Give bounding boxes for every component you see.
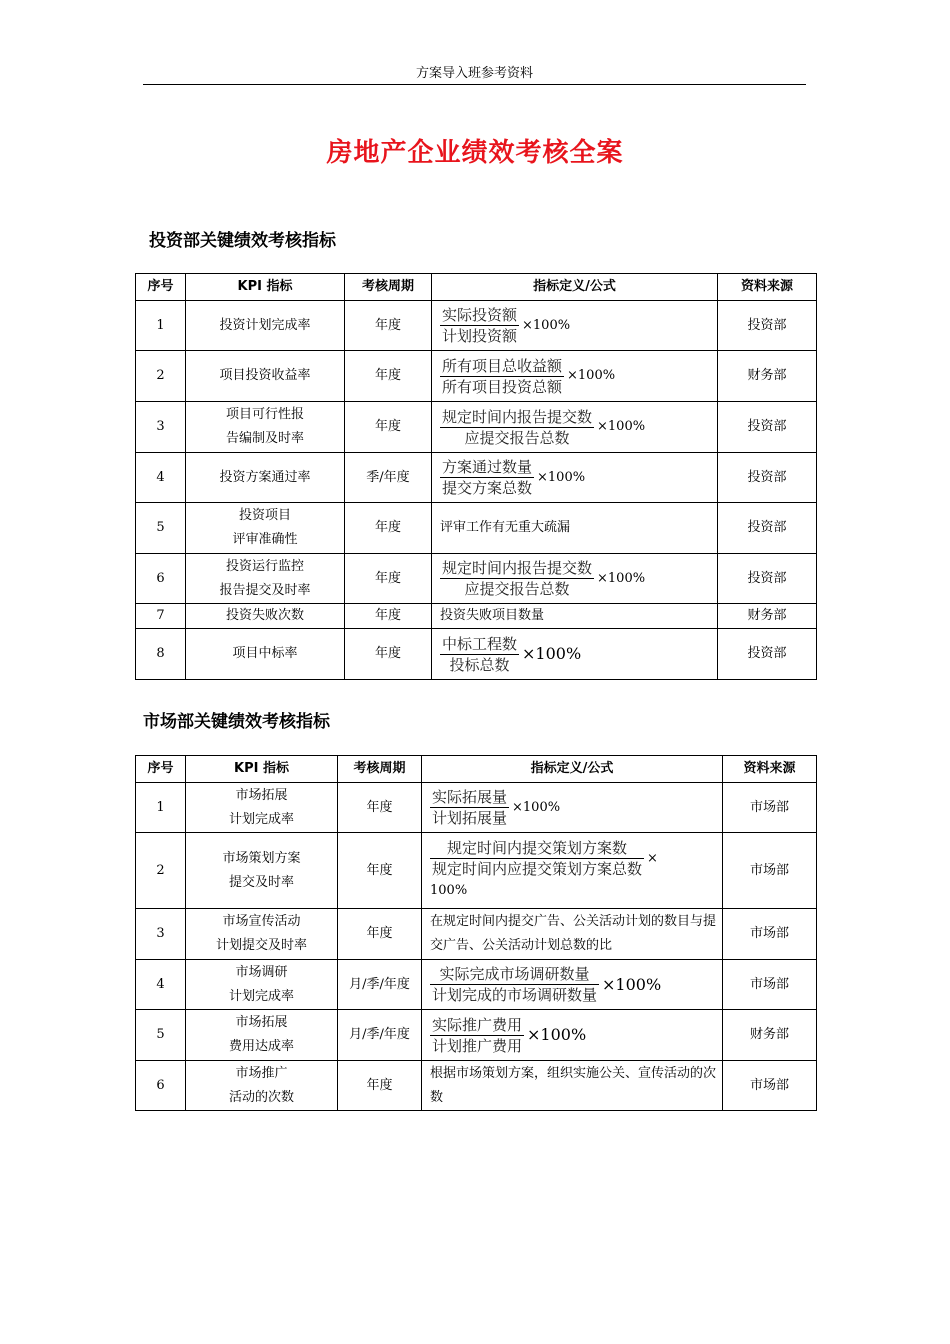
kpi-name bbox=[186, 503, 345, 554]
definition-formula bbox=[432, 554, 718, 604]
formula-numerator: 实际完成市场调研数量 bbox=[430, 964, 599, 985]
formula-numerator: 实际投资额 bbox=[442, 306, 518, 324]
kpi-name bbox=[186, 402, 345, 453]
kpi-name-line: 市场策划方案 bbox=[222, 850, 301, 866]
kpi-name bbox=[186, 1061, 338, 1111]
formula-numerator: 实际拓展量 bbox=[432, 788, 508, 806]
col-definition: 指标定义/公式 bbox=[422, 756, 723, 783]
formula-denominator: 规定时间内应提交策划方案总数 bbox=[432, 860, 643, 878]
fraction bbox=[440, 457, 534, 498]
definition-text: 在规定时间内提交广告、公关活动计划的数目与提交广告、公关活动计划总数的比 bbox=[430, 914, 717, 953]
kpi-name-line: 市场拓展 bbox=[235, 1015, 288, 1030]
fraction bbox=[440, 305, 519, 346]
definition-formula bbox=[422, 960, 723, 1010]
kpi-name-line: 计划提交及时率 bbox=[215, 938, 307, 953]
review-period: 年度 bbox=[345, 503, 432, 554]
table-header-row bbox=[136, 756, 817, 783]
row-number: 1 bbox=[136, 301, 186, 351]
review-period: 年度 bbox=[345, 351, 432, 402]
definition-formula bbox=[422, 1010, 723, 1061]
kpi-name bbox=[186, 629, 345, 680]
kpi-name bbox=[186, 453, 345, 503]
data-source: 投资部 bbox=[718, 629, 817, 680]
col-definition: 指标定义/公式 bbox=[432, 274, 718, 301]
formula-numerator: 实际推广费用 bbox=[432, 1015, 523, 1034]
col-source: 资料来源 bbox=[718, 274, 817, 301]
col-source: 资料来源 bbox=[723, 756, 817, 783]
table-row bbox=[136, 503, 817, 554]
row-number: 2 bbox=[136, 833, 186, 909]
fraction bbox=[430, 787, 509, 828]
fraction bbox=[440, 634, 519, 675]
formula-numerator: 所有项目总收益额 bbox=[442, 356, 563, 375]
kpi-name-line: 计划完成率 bbox=[228, 988, 294, 1004]
col-period: 考核周期 bbox=[338, 756, 422, 783]
formula-numerator: 规定时间内报告提交数 bbox=[442, 407, 593, 426]
kpi-name-line: 市场拓展 bbox=[235, 787, 288, 803]
formula-multiplier: ×100% bbox=[527, 1025, 587, 1044]
review-period: 月/季/年度 bbox=[338, 960, 422, 1010]
row-number: 5 bbox=[136, 1010, 186, 1061]
kpi-name bbox=[186, 301, 345, 351]
col-no: 序号 bbox=[136, 756, 186, 783]
review-period: 年度 bbox=[345, 629, 432, 680]
formula-numerator: 规定时间内报告提交数 bbox=[442, 559, 593, 577]
formula-denominator: 应提交报告总数 bbox=[464, 580, 570, 598]
row-number: 3 bbox=[136, 402, 186, 453]
review-period: 年度 bbox=[345, 402, 432, 453]
definition-formula bbox=[432, 629, 718, 680]
formula-denominator: 计划推广费用 bbox=[432, 1036, 523, 1055]
formula-multiplier: ×100% bbox=[537, 469, 586, 485]
investment-kpi-table bbox=[135, 273, 817, 680]
kpi-name-line: 投资失败次数 bbox=[225, 608, 304, 623]
formula bbox=[440, 305, 713, 346]
kpi-name-line: 计划完成率 bbox=[228, 811, 294, 827]
kpi-name-line: 报告提交及时率 bbox=[219, 582, 311, 598]
kpi-name-line: 投资计划完成率 bbox=[219, 317, 311, 333]
marketing-kpi-table bbox=[135, 755, 817, 1111]
table-row bbox=[136, 402, 817, 453]
formula-numerator: 规定时间内提交策划方案数 bbox=[430, 838, 644, 859]
kpi-name bbox=[186, 1010, 338, 1061]
row-number: 3 bbox=[136, 909, 186, 960]
data-source: 投资部 bbox=[718, 453, 817, 503]
row-number: 7 bbox=[136, 604, 186, 629]
kpi-name bbox=[186, 833, 338, 909]
data-source: 市场部 bbox=[723, 1061, 817, 1111]
formula-numerator: 方案通过数量 bbox=[442, 458, 533, 476]
fraction bbox=[430, 1015, 524, 1056]
data-source: 市场部 bbox=[723, 909, 817, 960]
table-header-row bbox=[136, 274, 817, 301]
kpi-name bbox=[186, 783, 338, 833]
row-number: 1 bbox=[136, 783, 186, 833]
data-source: 市场部 bbox=[723, 833, 817, 909]
formula bbox=[440, 558, 713, 599]
table-row bbox=[136, 301, 817, 351]
row-number: 6 bbox=[136, 1061, 186, 1111]
formula-multiplier: × bbox=[647, 850, 658, 866]
review-period: 年度 bbox=[338, 783, 422, 833]
row-number: 4 bbox=[136, 453, 186, 503]
formula-multiplier: ×100% bbox=[522, 317, 571, 333]
table-row bbox=[136, 351, 817, 402]
data-source: 财务部 bbox=[723, 1010, 817, 1061]
kpi-name-line: 项目可行性报 bbox=[225, 407, 304, 422]
definition-formula bbox=[422, 833, 723, 909]
section-title-investment: 投资部关键绩效考核指标 bbox=[149, 231, 336, 251]
review-period: 年度 bbox=[338, 1061, 422, 1111]
definition-text: 根据市场策划方案，组织实施公关、宣传活动的次数 bbox=[430, 1065, 717, 1105]
page-header: 方案导入班参考资料 bbox=[143, 64, 806, 85]
kpi-name-line: 市场调研 bbox=[235, 964, 288, 980]
data-source: 投资部 bbox=[718, 301, 817, 351]
kpi-name-line: 市场宣传活动 bbox=[222, 914, 301, 929]
formula bbox=[430, 838, 718, 879]
data-source: 财务部 bbox=[718, 604, 817, 629]
data-source: 投资部 bbox=[718, 402, 817, 453]
review-period: 年度 bbox=[345, 554, 432, 604]
formula bbox=[440, 407, 713, 448]
review-period: 月/季/年度 bbox=[338, 1010, 422, 1061]
col-period: 考核周期 bbox=[345, 274, 432, 301]
kpi-name-line: 项目中标率 bbox=[232, 646, 298, 661]
formula-denominator: 应提交报告总数 bbox=[464, 428, 570, 447]
kpi-name-line: 投资项目 bbox=[238, 508, 291, 523]
kpi-name-line: 投资运行监控 bbox=[225, 558, 304, 574]
definition-formula bbox=[432, 351, 718, 402]
data-source: 财务部 bbox=[718, 351, 817, 402]
kpi-name-line: 评审准确性 bbox=[232, 532, 298, 547]
row-number: 4 bbox=[136, 960, 186, 1010]
fraction bbox=[440, 558, 594, 599]
review-period: 年度 bbox=[338, 909, 422, 960]
formula-denominator: 计划拓展量 bbox=[432, 809, 508, 827]
kpi-name-line: 活动的次数 bbox=[228, 1089, 294, 1105]
definition-formula bbox=[432, 402, 718, 453]
kpi-name-line: 项目投资收益率 bbox=[219, 368, 311, 383]
definition-formula bbox=[432, 604, 718, 629]
formula-denominator: 投标总数 bbox=[449, 655, 510, 674]
definition-text: 评审工作有无重大疏漏 bbox=[440, 520, 571, 535]
fraction bbox=[440, 407, 594, 448]
formula bbox=[440, 356, 713, 397]
table-row bbox=[136, 833, 817, 909]
formula-numerator: 中标工程数 bbox=[442, 634, 518, 653]
table-row bbox=[136, 1010, 817, 1061]
fraction bbox=[430, 964, 599, 1005]
kpi-name-line: 投资方案通过率 bbox=[219, 469, 311, 485]
col-kpi: KPI 指标 bbox=[186, 274, 345, 301]
table-row bbox=[136, 909, 817, 960]
review-period: 季/年度 bbox=[345, 453, 432, 503]
definition-formula bbox=[422, 1061, 723, 1111]
data-source: 投资部 bbox=[718, 554, 817, 604]
formula-multiplier: ×100% bbox=[567, 368, 616, 383]
kpi-name bbox=[186, 909, 338, 960]
document-title: 房地产企业绩效考核全案 bbox=[326, 138, 624, 168]
formula bbox=[430, 787, 718, 828]
col-no: 序号 bbox=[136, 274, 186, 301]
data-source: 市场部 bbox=[723, 783, 817, 833]
formula-denominator: 计划投资额 bbox=[442, 327, 518, 345]
formula-multiplier: ×100% bbox=[597, 419, 646, 434]
kpi-name bbox=[186, 351, 345, 402]
formula-multiplier: ×100% bbox=[512, 799, 561, 815]
formula-multiplier: ×100% bbox=[522, 644, 582, 663]
definition-formula bbox=[422, 909, 723, 960]
kpi-name bbox=[186, 604, 345, 629]
formula-multiplier: ×100% bbox=[597, 570, 646, 586]
definition-formula bbox=[432, 503, 718, 554]
formula-denominator: 所有项目投资总额 bbox=[442, 377, 563, 396]
formula bbox=[430, 1015, 718, 1056]
section-title-marketing: 市场部关键绩效考核指标 bbox=[143, 712, 330, 732]
data-source: 市场部 bbox=[723, 960, 817, 1010]
definition-formula bbox=[432, 301, 718, 351]
table-row bbox=[136, 604, 817, 629]
table-row bbox=[136, 453, 817, 503]
table-row bbox=[136, 629, 817, 680]
table-row bbox=[136, 1061, 817, 1111]
fraction bbox=[430, 838, 644, 879]
data-source: 投资部 bbox=[718, 503, 817, 554]
col-kpi: KPI 指标 bbox=[186, 756, 338, 783]
table-row bbox=[136, 960, 817, 1010]
row-number: 5 bbox=[136, 503, 186, 554]
formula bbox=[430, 964, 718, 1005]
formula-denominator: 计划完成的市场调研数量 bbox=[432, 986, 598, 1004]
definition-formula bbox=[432, 453, 718, 503]
kpi-name bbox=[186, 554, 345, 604]
review-period: 年度 bbox=[345, 604, 432, 629]
definition-text: 投资失败项目数量 bbox=[440, 608, 545, 623]
formula bbox=[440, 634, 713, 675]
kpi-name-line: 告编制及时率 bbox=[225, 431, 304, 446]
table-row bbox=[136, 554, 817, 604]
formula bbox=[440, 457, 713, 498]
formula-denominator: 提交方案总数 bbox=[442, 479, 533, 497]
definition-formula bbox=[422, 783, 723, 833]
row-number: 6 bbox=[136, 554, 186, 604]
kpi-name bbox=[186, 960, 338, 1010]
kpi-name-line: 费用达成率 bbox=[228, 1039, 294, 1054]
kpi-name-line: 市场推广 bbox=[235, 1065, 288, 1081]
formula-tail: 100% bbox=[430, 883, 468, 898]
review-period: 年度 bbox=[345, 301, 432, 351]
row-number: 8 bbox=[136, 629, 186, 680]
formula-multiplier: ×100% bbox=[602, 974, 662, 994]
fraction bbox=[440, 356, 564, 397]
row-number: 2 bbox=[136, 351, 186, 402]
review-period: 年度 bbox=[338, 833, 422, 909]
table-row bbox=[136, 783, 817, 833]
kpi-name-line: 提交及时率 bbox=[228, 874, 294, 890]
